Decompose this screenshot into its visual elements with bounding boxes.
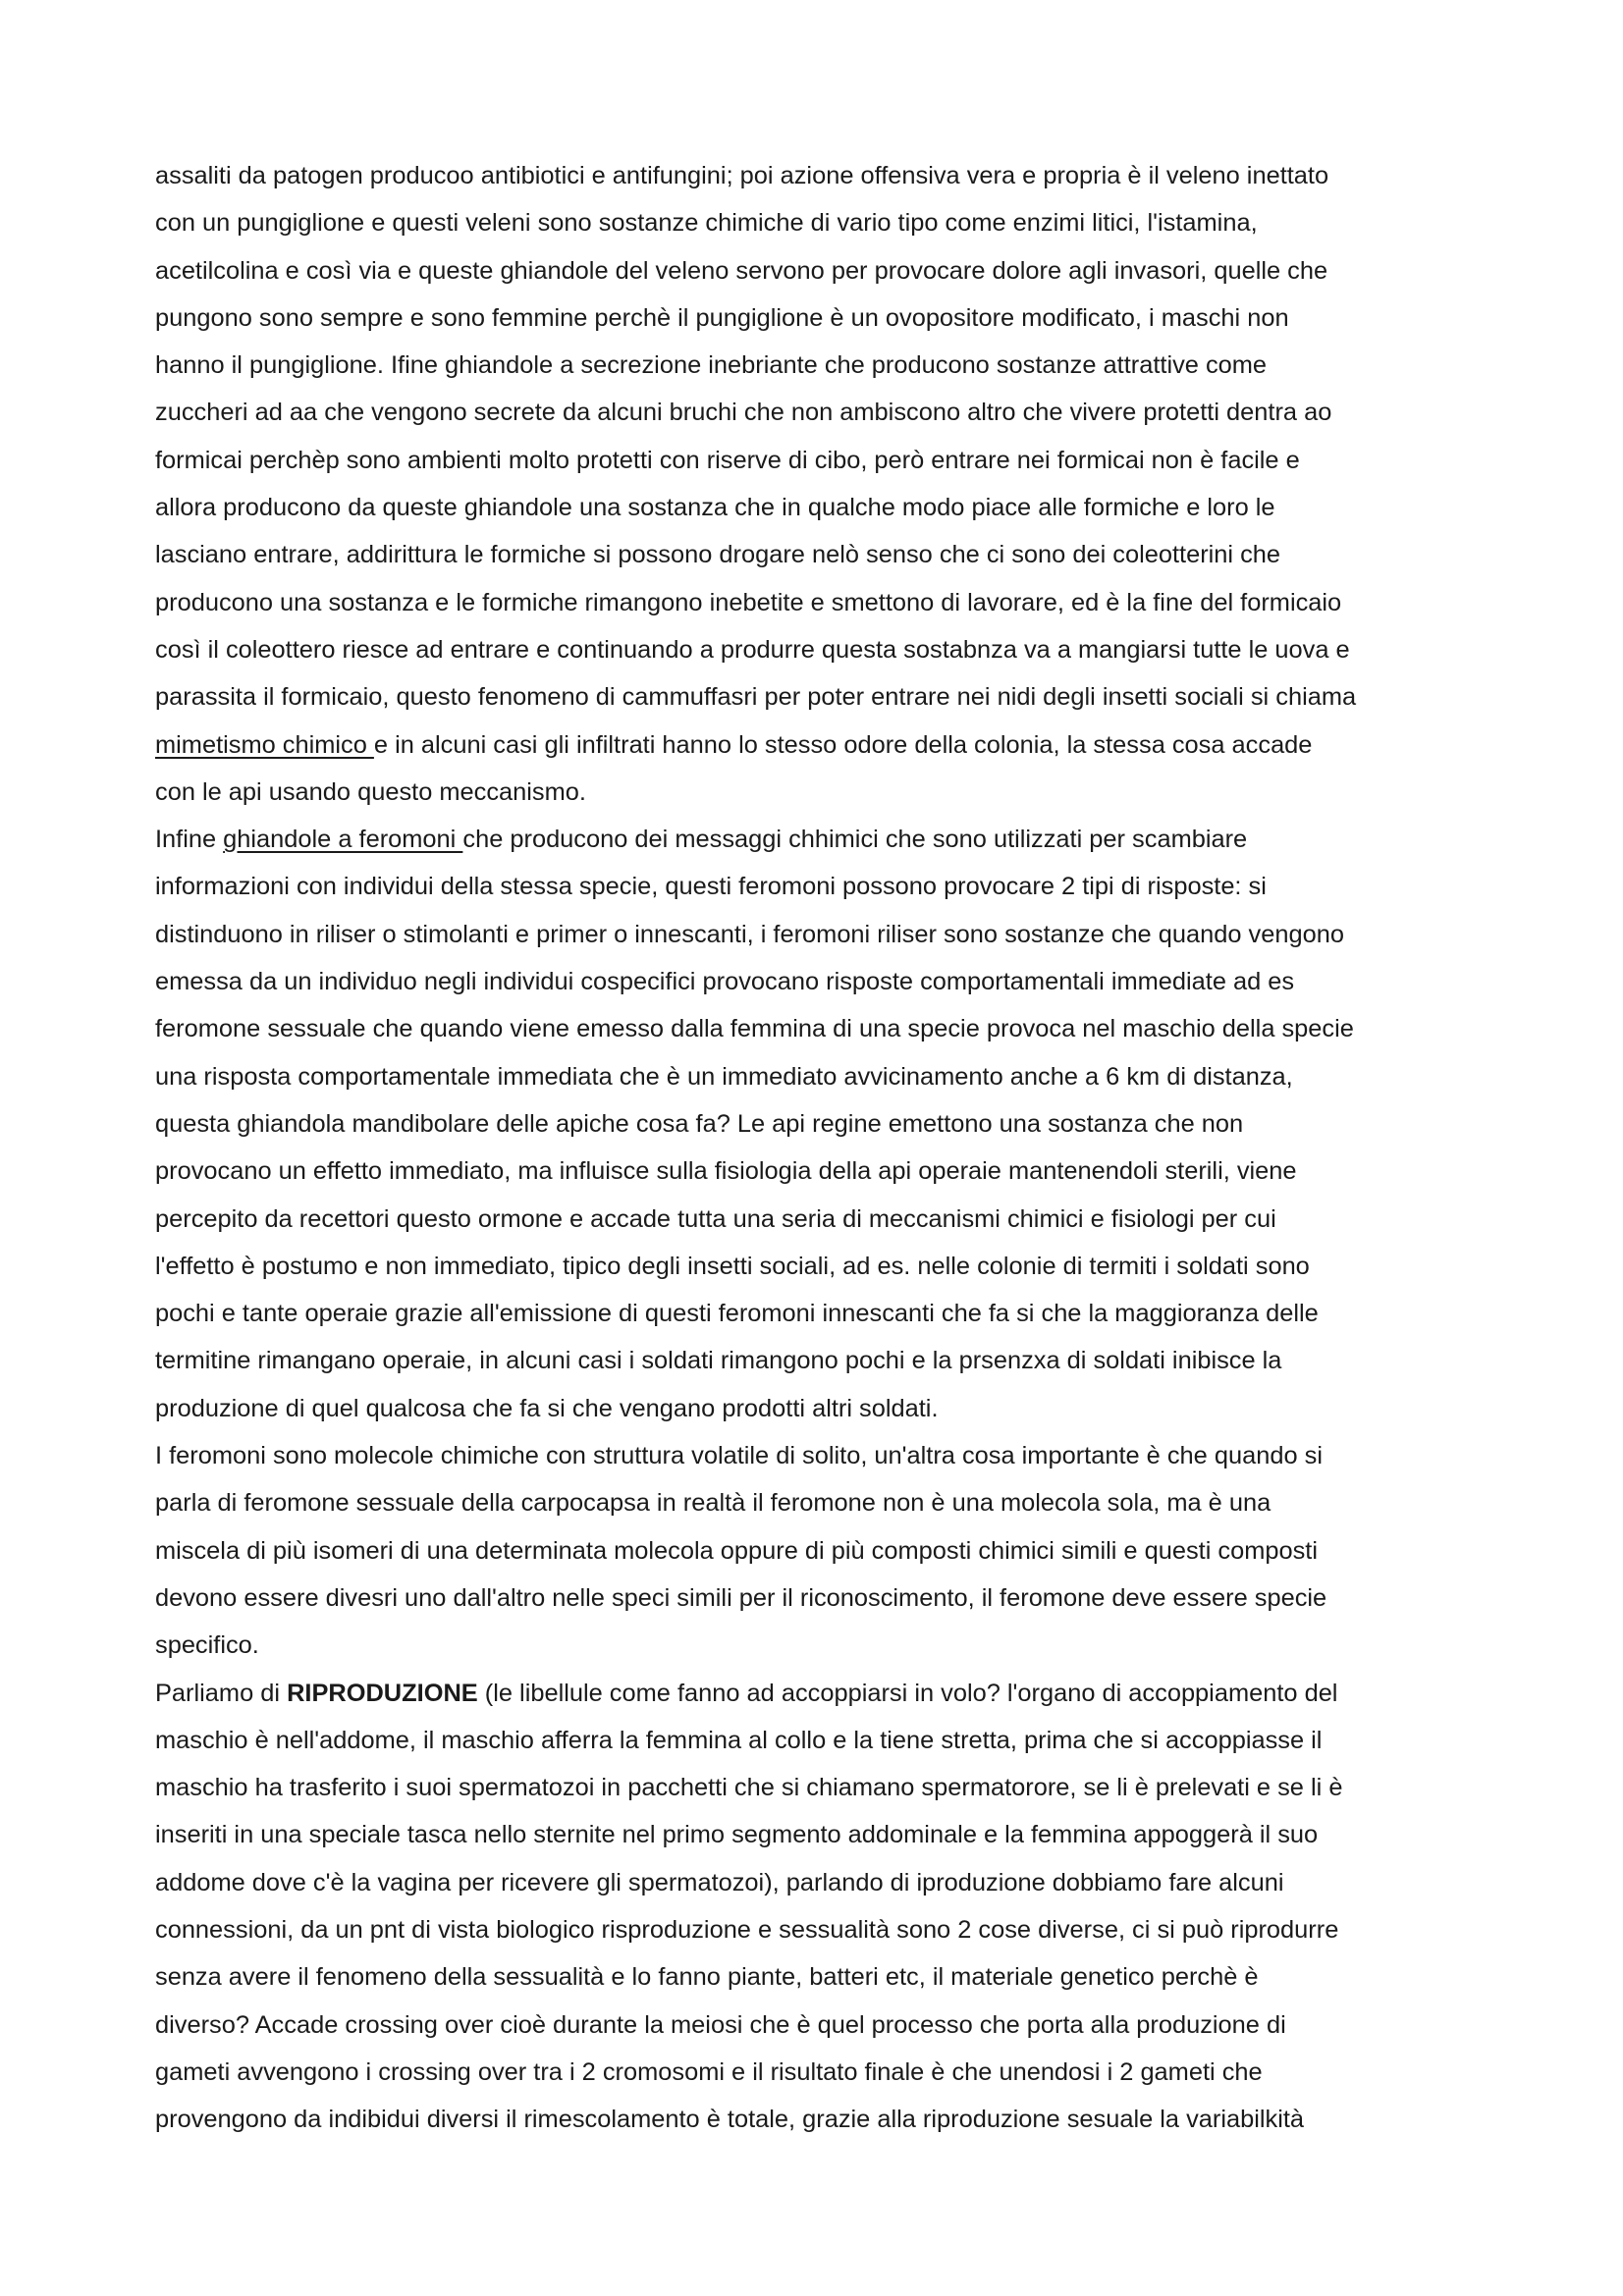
text-line: con un pungiglione e questi veleni sono sostanze chimiche di vario tipo come enzimi litici, l'istamina,: [155, 209, 1258, 238]
text-line: senza avere il fenomeno della sessualità e lo fanno piante, batteri etc, il materiale genetico perchè è: [155, 1963, 1259, 1992]
bold-heading-term: RIPRODUZIONE: [287, 1679, 478, 1707]
text-line: distinduono in riliser o stimolanti e primer o innescanti, i feromoni riliser sono sostanze che quando vengono: [155, 920, 1344, 948]
text-line: informazioni con individui della stessa specie, questi feromoni possono provocare 2 tipi di risposte: si: [155, 873, 1267, 901]
text-line: produzione di quel qualcosa che fa si che vengano prodotti altri soldati.: [155, 1394, 939, 1422]
text-line: maschio ha trasferito i suoi spermatozoi in pacchetti che si chiamano spermatorore, se li è prelevati e se li è: [155, 1774, 1343, 1802]
body-text: [155, 152, 1483, 2143]
text-line: l'effetto è postumo e non immediato, tipico degli insetti sociali, ad es. nelle colonie di termiti i soldati sono: [155, 1252, 1310, 1280]
text-line: parla di feromone sessuale della carpocapsa in realtà il feromone non è una molecola sola, ma è una: [155, 1489, 1271, 1518]
text-line: lasciano entrare, addirittura le formiche si possono drogare nelò senso che ci sono dei coleotterini che: [155, 541, 1281, 569]
text-line: pungono sono sempre e sono femmine perchè il pungiglione è un ovopositore modificato, i maschi non: [155, 303, 1289, 332]
text-line: acetilcolina e così via e queste ghiandole del veleno servono per provocare dolore agli invasori, quelle che: [155, 256, 1328, 285]
text-line: diverso? Accade crossing over cioè durante la meiosi che è quel processo che porta alla produzione di: [155, 2010, 1286, 2039]
text-line: provocano un effetto immediato, ma influisce sulla fisiologia della api operaie mantenendoli sterili, viene: [155, 1157, 1297, 1186]
text-line: percepito da recettori questo ormone e accade tutta una seria di meccanismi chimici e fisiologi per cui: [155, 1204, 1276, 1233]
text-line: gameti avvengono i crossing over tra i 2 cromosomi e il risultato finale è che unendosi i 2 gameti che: [155, 2057, 1263, 2086]
text-line: connessioni, da un pnt di vista biologico risproduzione e sessualità sono 2 cose diverse, ci si può riprodurre: [155, 1915, 1339, 1944]
text-line: provengono da indibidui diversi il rimescolamento è totale, grazie alla riproduzione sesuale la variabilkità: [155, 2106, 1305, 2134]
text-line: maschio è nell'addome, il maschio afferra la femmina al collo e la tiene stretta, prima che si accoppiasse il: [155, 1726, 1323, 1754]
text-line: feromone sessuale che quando viene emesso dalla femmina di una specie provoca nel maschio della specie: [155, 1015, 1354, 1043]
underlined-term: ghiandole a feromoni: [223, 826, 463, 854]
text-line: inseriti in una speciale tasca nello sternite nel primo segmento addominale e la femmina appoggerà il suo: [155, 1821, 1319, 1849]
text-line: con le api usando questo meccanismo.: [155, 777, 586, 806]
text-line: parassita il formicaio, questo fenomeno di cammuffasri per poter entrare nei nidi degli insetti sociali si chiama: [155, 683, 1357, 712]
text-line: allora producono da queste ghiandole una sostanza che in qualche modo piace alle formiche e loro le: [155, 494, 1275, 522]
text-line: emessa da un individuo negli individui cospecifici provocano risposte comportamentali immediate ad es: [155, 968, 1295, 996]
text-line: formicai perchèp sono ambienti molto protetti con riserve di cibo, però entrare nei formicai non è facile e: [155, 446, 1300, 474]
text-line: Parliamo di RIPRODUZIONE (le libellule come fanno ad accoppiarsi in volo? l'organo di accoppiamento del: [155, 1679, 1338, 1707]
text-line: zuccheri ad aa che vengono secrete da alcuni bruchi che non ambiscono altro che vivere protetti dentra ao: [155, 399, 1332, 427]
text-line: una risposta comportamentale immediata che è un immediato avvicinamento anche a 6 km di distanza,: [155, 1062, 1293, 1091]
text-line: questa ghiandola mandibolare delle apiche cosa fa? Le api regine emettono una sostanza che non: [155, 1109, 1244, 1138]
text-line: Infine ghiandole a feromoni che producono dei messaggi chhimici che sono utilizzati per scambiare: [155, 826, 1248, 854]
text-line: devono essere divesri uno dall'altro nelle speci simili per il riconoscimento, il feromone deve essere specie: [155, 1583, 1327, 1612]
text-line: miscela di più isomeri di una determinata molecola oppure di più composti chimici simili e questi composti: [155, 1536, 1318, 1565]
text-line: termitine rimangano operaie, in alcuni casi i soldati rimangono pochi e la prsenzxa di soldati inibisce la: [155, 1347, 1282, 1375]
text-line: assaliti da patogen producoo antibiotici e antifungini; poi azione offensiva vera e propria è il veleno inettato: [155, 162, 1329, 189]
text-line: producono una sostanza e le formiche rimangono inebetite e smettono di lavorare, ed è la fine del formicaio: [155, 588, 1342, 616]
underlined-term: mimetismo chimico: [155, 730, 374, 759]
text-line: hanno il pungiglione. Ifine ghiandole a secrezione inebriante che producono sostanze attrattive come: [155, 351, 1268, 380]
text-line: mimetismo chimico e in alcuni casi gli infiltrati hanno lo stesso odore della colonia, la stessa cosa accade: [155, 730, 1313, 759]
text-line: così il coleottero riesce ad entrare e continuando a produrre questa sostabnza va a mangiarsi tutte le uova e: [155, 635, 1350, 664]
text-line: I feromoni sono molecole chimiche con struttura volatile di solito, un'altra cosa importante è che quando si: [155, 1442, 1323, 1470]
text-line: pochi e tante operaie grazie all'emissione di questi feromoni innescanti che fa si che la maggioranza delle: [155, 1300, 1319, 1328]
text-line: addome dove c'è la vagina per ricevere gli spermatozoi), parlando di iproduzione dobbiamo fare alcuni: [155, 1868, 1284, 1896]
text-line: specifico.: [155, 1631, 259, 1660]
